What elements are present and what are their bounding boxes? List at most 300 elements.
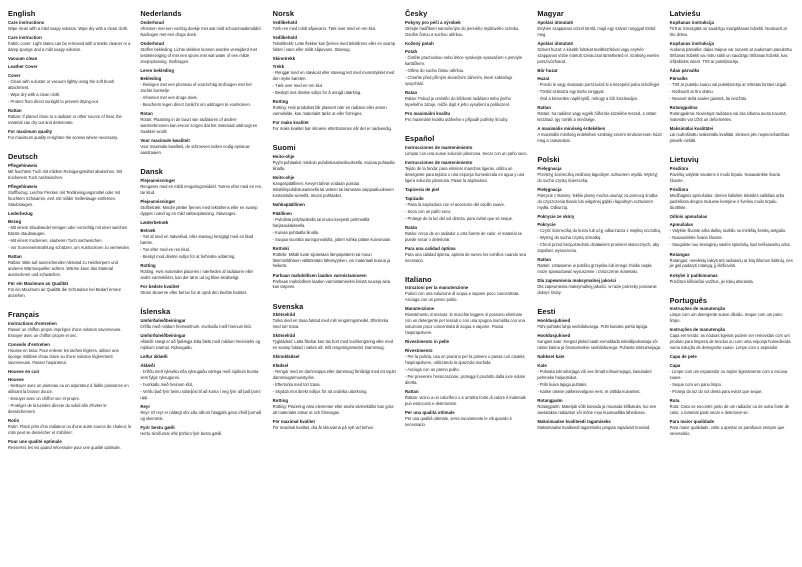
care-section	[8, 439, 132, 451]
language-column	[405, 10, 529, 563]
care-section	[8, 418, 132, 436]
care-text-line: Otírejte hadříkem namočeným do jemného mýdlového roztoku. Osušte čistou a suchou utěrkou.	[405, 25, 520, 37]
care-section-body	[537, 228, 661, 254]
care-section-heading: A maximális minőség érdekében	[537, 126, 606, 132]
language-title: Polski	[537, 155, 560, 165]
care-section-body	[405, 26, 529, 38]
care-text-line: - Seque com um pano limpo.	[669, 381, 722, 387]
care-section	[8, 20, 132, 32]
care-section	[405, 225, 529, 243]
care-section	[140, 111, 264, 135]
care-section	[140, 284, 264, 296]
care-section-heading: Maksimālai kvalitātei	[669, 126, 714, 132]
care-section	[537, 166, 661, 184]
care-section-body	[273, 369, 397, 395]
care-text-line: Rotangpalm: Materjali võib kuivada ja muutuda kõlbatuks, kui see asetatakse radiaatori või mõne muu kuumaallika lähedusse.	[537, 403, 657, 415]
care-section-heading: Umhirðuleiðbeiningar	[140, 333, 186, 339]
care-section-heading: Pārvalks	[669, 76, 688, 82]
care-text-line: Rota: Caso se encontre junto de um radiador ou de outra fonte de calor, o material pode secar e deteriorar-se.	[669, 403, 790, 415]
language-title: Português	[669, 295, 708, 305]
care-text-line: Fabric cover: Light stains can be removed with a textile cleaner or a damp sponge and a mild soapy solution.	[8, 40, 131, 52]
care-text-line: - Wytrzyj do sucha czystą szmatką.	[537, 235, 602, 241]
care-section-heading: For bedste kvalitet	[140, 284, 180, 290]
care-section-heading: Ratan	[405, 90, 418, 96]
care-section	[273, 35, 397, 53]
care-section-heading: Trekk	[272, 64, 285, 70]
language-block	[537, 308, 661, 433]
language-title: Suomi	[272, 143, 296, 153]
care-section-heading: Rotting	[272, 397, 289, 403]
care-text-line: - Mit einem Staubwedel reinigen oder vorsichtig mit einer weichen Bürste staubsaugen.	[8, 225, 128, 237]
care-section-body	[537, 193, 661, 211]
care-section-body	[537, 284, 661, 296]
care-section-body	[670, 228, 794, 248]
care-text-line: - Wipe dry with a clean cloth.	[8, 91, 61, 97]
care-section-heading: Housse en cuir	[8, 368, 40, 374]
language-block	[405, 10, 529, 126]
care-section-heading: Parhaan mahdollisen laadun varmistamiseen	[272, 272, 367, 278]
care-section-body	[8, 424, 132, 436]
care-section-heading: Kožený potah	[405, 40, 434, 46]
care-section-body	[140, 117, 264, 135]
care-section-heading: Leður áklæði	[140, 354, 168, 360]
care-section-heading: Pielęgnacja	[537, 166, 562, 172]
care-section-heading: Para una calidad óptima	[405, 245, 456, 251]
care-text-line: - Pühi kuiva lapiga puhtaks.	[537, 381, 588, 387]
care-text-line: Hertu skrúfurnar eftir þörfum fyrir bestu gæði.	[140, 430, 223, 436]
care-section-body	[537, 263, 661, 275]
care-section-body	[405, 151, 529, 157]
care-text-line: Rotangas: nereikėtų laikyti arti radiatorių ar kitų šilumos šaltinių, nes jie gali padaryti rotangą, jį išdžiovinti.	[669, 257, 793, 269]
care-section-body	[140, 324, 264, 330]
language-block	[670, 297, 794, 440]
care-section	[670, 68, 794, 73]
care-text-line: Wipe clean with a mild soapy solution. Wipe dry with a clean cloth.	[8, 25, 129, 31]
language-block	[670, 10, 794, 147]
care-text-line: - Tør efter med en ren klud.	[140, 247, 191, 253]
language-column	[8, 10, 132, 563]
care-text-line: - Čistěte prachovkou nebo lehce vysávejte vysavačem s jemným kartáčkem.	[405, 55, 523, 67]
care-text-line: - Otřete do sucha čistou utěrkou.	[405, 68, 465, 74]
care-section	[537, 333, 661, 351]
care-section	[273, 273, 397, 291]
language-block	[140, 10, 264, 159]
care-section-heading: Nahkset kate	[537, 354, 565, 360]
care-section	[273, 99, 397, 117]
care-section-heading: Pour une qualité optimale	[8, 439, 62, 445]
care-text-line: Passer un chiffon propre imprégné d'une solution savonneuse. Essuyer avec un chiffon propre et sec.	[8, 326, 122, 338]
care-section-heading: Rattan	[8, 254, 22, 260]
care-section-body	[8, 348, 132, 366]
care-section	[140, 363, 264, 401]
care-section-heading: Hooldusjuhised	[537, 333, 571, 339]
care-text-line: Afnemen met een vochtig doekje met wat mild schoonmaakmiddel. Nadrogen met een droge doek.	[140, 25, 262, 37]
care-section	[405, 49, 529, 87]
care-section-heading: Bezug	[8, 219, 22, 225]
care-section	[537, 76, 661, 102]
care-text-line: - Rengör med en dammvippa eller dammsug försiktigt med ett mjukt dammsugarmunstycke.	[272, 368, 396, 380]
care-section-body	[405, 231, 529, 243]
care-section	[8, 377, 132, 415]
care-section-heading: Onderhoud	[140, 19, 164, 25]
care-section-heading: För maximal kvalitet	[272, 418, 315, 424]
care-section-heading: Áklæði	[140, 362, 155, 368]
care-section	[405, 187, 529, 192]
care-text-line: Pulisci con una soluzione di acqua e sapone poco concentrata. Asciuga con un panno pulito.	[405, 291, 520, 303]
care-text-line: For maximum quality re-tighten the screws where necessary.	[8, 134, 119, 140]
care-text-line: Housse en tissu: Pour enlever les taches légères, utiliser une éponge imbibée d'eau claire ou d'une solution légèrement savonneuse. Passer l'aspirateur.	[8, 347, 119, 365]
care-text-line: - Poroló le vagy óvatosan porszívózd ki a közepéül puha szívófejjel.	[537, 82, 660, 88]
care-section	[405, 196, 529, 222]
language-block	[537, 156, 661, 299]
care-section-body	[670, 425, 794, 437]
care-text-line: - Czyść ściereczką do kurzu lub użyj odkurzacza z miękką szczotką.	[537, 228, 661, 234]
care-section	[670, 363, 794, 395]
care-section	[140, 404, 264, 422]
care-section-body	[273, 70, 397, 96]
care-section-heading: Instruções de manutenção	[669, 306, 726, 312]
care-section	[537, 278, 661, 296]
language-block	[405, 276, 529, 431]
care-section	[670, 187, 794, 211]
language-block	[8, 10, 132, 144]
care-section-body	[405, 96, 529, 108]
care-section	[8, 73, 132, 105]
care-text-line: - Essuyer avec un chiffon sec et propre.	[8, 396, 81, 402]
care-section	[537, 419, 661, 431]
care-text-line: Lai nodrošinātu maksimālu kvalitāti, skrūves pēc nepieciešamības pievelk ciešāk.	[669, 132, 790, 144]
care-section-body	[537, 26, 661, 38]
care-section-heading: Rivestimento	[405, 347, 433, 353]
care-section	[537, 187, 661, 211]
care-section-body	[8, 383, 132, 415]
care-section	[405, 410, 529, 428]
language-title: Italiano	[405, 274, 432, 284]
care-text-line: Für ein Maximum an Qualität die Schrauben bei Bedarf erneut anziehen.	[8, 287, 121, 298]
language-title: Magyar	[537, 9, 564, 18]
care-section-body	[405, 354, 529, 386]
care-section	[273, 246, 397, 270]
care-section-heading: Leren bekleding	[140, 67, 175, 73]
care-section-heading: Instruções de manutenção	[669, 327, 726, 333]
care-text-line: Rotangpalma: Novietojot radiatora vai cita siltuma avota tuvumā, materiāls var izžūt un deformēties.	[669, 111, 787, 123]
care-section-heading: Conseils d'entretien	[8, 341, 50, 347]
care-text-line: - Per la pulizia, usa un piumino per la polvere o passa con cautela l'aspirapolvere, utilizzando la spazzola morbida.	[405, 353, 525, 365]
care-section-body	[140, 410, 264, 422]
care-section	[8, 321, 132, 339]
care-section-body	[8, 190, 132, 208]
care-text-line: Kangast kate: Kerged plekid saab eemaldada tekstiilipuhastaja või niiske käsna ja õrnatoimelise seebilahusega. Puhasta tolmuimejaga.	[537, 339, 662, 351]
care-text-line: - Bescherm tegen direct zonlicht om uitdrogen te voorkomen.	[140, 102, 251, 108]
language-title: Français	[8, 310, 40, 320]
care-text-line: Reyr: Ef reyr er nálægt ofni eða öðrum hitagjafa getur efnið þornað og skemmst.	[140, 409, 262, 421]
language-column	[140, 10, 264, 563]
care-section-body	[670, 82, 794, 102]
care-section-body	[273, 404, 397, 416]
care-section-body	[670, 312, 794, 324]
care-text-line: Pühi puhtaks lahja seebilahusega. Pühi kuivaks puhta lapiga.	[537, 324, 649, 330]
care-section-heading: Para maior qualidade	[669, 418, 715, 424]
care-text-line: Parhaan mahdollisen laadun varmistamiseksi kiristä ruuveja aina kun tarpeen.	[272, 278, 391, 290]
care-section-body	[8, 260, 132, 278]
care-section-heading: Per una qualità ottimale	[405, 409, 455, 415]
care-section-body	[273, 105, 397, 117]
care-text-line: - Þrífðu með ryksviku eða ryksugaðu varlega með mjúkum bursta sem fylgir ryksugunni.	[140, 368, 259, 380]
care-section-body	[273, 425, 397, 431]
care-text-line: Paviršių valykite vandens ir muilo tirpalu. Nusausinkite švaria šluoste.	[669, 171, 781, 183]
care-section	[273, 202, 397, 207]
care-section-body	[273, 126, 397, 132]
language-block	[140, 168, 264, 299]
care-section-body	[273, 318, 397, 330]
care-section	[140, 228, 264, 260]
care-text-line: - Protege de la luz del sol directa, para evitar que se seque.	[405, 215, 514, 221]
care-section-heading: Apmušalas	[669, 222, 694, 228]
care-text-line: - Verðu það fyrir beinu sólarljósi til að koma í veg fyrir að það þorni upp.	[140, 388, 261, 400]
care-section-body	[405, 252, 529, 264]
care-section-body	[405, 416, 529, 428]
care-section-heading: Betræk	[140, 228, 156, 234]
care-section	[537, 354, 661, 359]
care-text-line: - Proteja da luz do sol direta para evitar que seque.	[669, 388, 763, 394]
care-text-line: - Valykite šluoste arba dulkių siurbliu su minkštų šerelių antgaliu.	[669, 228, 787, 234]
care-section	[140, 354, 264, 359]
care-text-line: Limpiar con una suave solución jabonosa. Secar con un paño seco.	[405, 151, 528, 156]
care-section-body	[405, 202, 529, 222]
care-section-body	[670, 111, 794, 123]
care-section-body	[537, 111, 661, 123]
care-section-body	[273, 217, 397, 243]
care-section-heading: Fyrir bestu gæði	[140, 424, 175, 430]
care-section-body	[140, 431, 264, 437]
care-section-heading: Rattan	[8, 107, 22, 113]
care-section-body	[140, 339, 264, 351]
language-title: Íslenska	[140, 307, 171, 317]
care-section	[140, 68, 264, 73]
care-text-line: Rottinki: Mikäli tuote sijoitetaan lämpöpatterin tai muun lämmönlähteen välittömään läheisyyteen, voi materiaali kuivua ja heiketä.	[272, 251, 391, 269]
care-section	[537, 126, 661, 144]
care-section-heading: Ápolási útmutató	[537, 40, 574, 46]
care-section-heading: Rotan	[140, 111, 153, 117]
care-text-line: Pokrycie z tkaniny: lekkie plamy można usunąć za pomocą środka do czyszczenia tkanin lub wilgotnej gąbki i łagodnym roztworem mydła. Odkurzaj.	[537, 192, 658, 210]
care-text-line: Rattan: Ustawienie w pobliżu grzejnika lub innego źródła ciepła może spowodować wysuszenie i zniszczenie materiału.	[537, 263, 652, 275]
care-section	[405, 348, 529, 386]
care-text-line: - Seca con un paño seco.	[405, 208, 452, 214]
care-text-line: - Rengjør med en støvkost eller støvsug lett med munnstykket med den myke børsten.	[272, 70, 395, 82]
care-section-body	[405, 55, 529, 87]
care-section-body	[273, 339, 397, 351]
care-section-body	[8, 114, 132, 126]
care-section-body	[140, 234, 264, 260]
care-text-line: Þrífðu með mildum hreinsiefnum. Þurrkaðu með hreinum klút.	[140, 324, 252, 330]
care-text-line: - Asciuga con un panno pulito.	[405, 366, 460, 372]
language-block	[140, 308, 264, 439]
care-section	[8, 219, 132, 251]
care-text-line: - Saugokite nuo tiesioginių saulės spindulių, kad neišsausėtų odos.	[669, 242, 791, 248]
care-section-body	[405, 291, 529, 303]
care-section	[8, 184, 132, 208]
care-text-line: - Vor Sonneneinstrahlung schützen, um Austrocknen zu vermeiden.	[8, 245, 131, 251]
care-section-heading: Nahkapäällinen	[272, 202, 305, 208]
care-text-line: Rattan: ha radiátor vagy egyéb hőforrás közelébe teszed, a rattan kiszárad, így romlik a minősége.	[537, 111, 657, 123]
care-section-body	[8, 287, 132, 299]
care-section-heading: Rotangpalm	[537, 397, 563, 403]
care-section-body	[670, 132, 794, 144]
care-section-body	[405, 117, 529, 123]
care-section-heading: Rotting	[272, 99, 289, 105]
care-section-body	[405, 395, 529, 407]
care-text-line: - Protect from direct sunlight to prevent drying-out.	[8, 98, 100, 104]
care-text-line: - Chraňte před přímým slunečním zářením, které zabraňuje vysychání.	[405, 75, 513, 87]
care-section-body	[670, 26, 794, 38]
care-text-line: Áklæði: Hægt er að fjarlægja létta bletti með mildum hreinsiefni og mjúkum svampi. Ryksugaðu.	[140, 339, 261, 351]
care-section-heading: Pokrycie ze skóry	[537, 213, 575, 219]
language-title: English	[8, 9, 36, 18]
care-section-body	[273, 252, 397, 270]
care-section-heading: Vacuum clean	[8, 55, 38, 61]
language-block	[273, 10, 397, 135]
language-title: Español	[405, 134, 435, 144]
care-section-heading: Capa de pele	[669, 354, 697, 360]
care-section	[273, 175, 397, 199]
care-text-line: Para una calidad óptima, aprieta de nuevo los tornillos cuando sea necesario.	[405, 251, 526, 263]
care-section-body	[8, 169, 132, 181]
care-section-heading: Dla zapewnienia maksymalnej jakości	[537, 278, 617, 284]
care-text-line: - Mit einem trockenen, sauberen Tuch nachwischen.	[8, 238, 103, 244]
care-text-line: - Nusausinkite švaria šluoste.	[669, 235, 723, 241]
care-section-heading: Reyr	[140, 403, 151, 409]
care-text-line: Voor maximale kwaliteit, de schroeven indien nodig opnieuw aandraaien.	[140, 144, 250, 155]
care-section	[537, 41, 661, 65]
care-section	[273, 154, 397, 172]
care-text-line: Stoffen bekleding: Lichte vlekken kunnen worden verwijderd met textielreiniging of met een spons met wat water of een milde zeepoplossing. Stofzuigen.	[140, 46, 257, 64]
care-section	[405, 90, 529, 108]
care-text-line: Priežiūra kilšviečiai varžtus, jei tokių atsiranda.	[669, 278, 754, 284]
care-section	[670, 166, 794, 184]
care-section-body	[8, 327, 132, 339]
care-section-heading: Vedlikehold	[272, 19, 298, 25]
care-text-line: Dla zapewnienia maksymalnej jakości, w razie potrzeby ponownie dokręć śruby.	[537, 284, 657, 296]
care-text-line: - Kaitse otsese päikesevalguse eest, et vältida kuivamist.	[537, 388, 641, 394]
care-section-body	[140, 184, 264, 196]
care-section-heading: Huzat	[537, 76, 550, 82]
language-title: Deutsch	[8, 151, 38, 161]
care-section	[140, 333, 264, 351]
language-title: Norsk	[272, 9, 295, 18]
care-section	[8, 211, 132, 216]
care-text-line: - Afnemen met een droge doek.	[140, 95, 198, 101]
care-text-line: - Protéger de la lumière directe du soleil afin d'éviter le dessèchement.	[8, 403, 107, 415]
care-section	[140, 318, 264, 330]
care-section-body	[8, 225, 132, 251]
care-section-heading: Kokybė ir patikimumas	[669, 272, 718, 278]
care-section-body	[670, 279, 794, 285]
care-section-body	[537, 369, 661, 395]
care-text-line: Tekstiltrekk: Lette flekker kan fjernes med tekstilrens eller en svamp fuktet i vann eller mildt såpevann. Støvsug.	[272, 40, 396, 52]
care-text-line: Torka med en trasa fuktad med milt rengöringsmedel. Eftertorka med torr trasa.	[272, 318, 389, 330]
care-section-heading: Voor maximale kwaliteit	[140, 138, 190, 144]
care-section	[8, 254, 132, 278]
care-text-line: Rattan: vicino a un calorifero o a un'altra fonte di calore il materiale può essiccarsi e deteriorarsi.	[405, 394, 526, 406]
care-section-heading: Odinis apmušalas	[669, 213, 708, 219]
care-section	[405, 41, 529, 46]
care-section-heading: Rottinki	[272, 245, 290, 251]
care-section	[537, 214, 661, 219]
language-block	[405, 135, 529, 266]
care-section	[405, 339, 529, 344]
care-text-line: - Puhdista pölyhuiskalla tai imuroi kevyesti pehmeällä harjasuulakkeella.	[272, 216, 370, 228]
care-section	[537, 20, 661, 38]
language-title: Svenska	[272, 301, 304, 311]
care-section-body	[273, 41, 397, 53]
care-section-heading: Skinnklädsel	[272, 354, 300, 360]
language-title: Nederlands	[140, 9, 182, 18]
care-section	[8, 108, 132, 126]
care-section-heading: Kopšanas instrukcija	[669, 40, 714, 46]
care-section-heading: Priežiūra	[669, 166, 689, 172]
care-text-line: - Per prevenire l'essiccazione, proteggi il prodotto dalla luce solare diretta.	[405, 373, 526, 385]
care-section	[273, 20, 397, 32]
care-text-line: Tygklädsel: Lätta fläckar kan tas bort med textilrengöring eller med en svamp fuktad i vatten alt. milt rengöringsmedel. Dammsug.	[272, 339, 394, 351]
care-section-heading: Housse	[8, 377, 24, 383]
care-section-heading: Instrucciones de mantenimiento	[405, 145, 473, 151]
care-section-heading: Rotangpalma	[669, 105, 698, 111]
language-title: Dansk	[140, 167, 164, 177]
care-section	[273, 64, 397, 96]
care-section	[537, 318, 661, 330]
language-block	[273, 144, 397, 293]
care-text-line: Kangaspäällinen: Kevyet tahrat voidaan poistaa tekstiilinpuhdistusaineella tai veteen tai laimeaan saippualiuokseen kostutetulla sienellä. Imuroi puhtaaksi.	[272, 181, 394, 198]
care-text-line: - Puhasta tolmuharjaga või vee õrnalt tolmuimejaga, kasutades pehmeke harjaotsikut.	[537, 368, 652, 380]
language-title: Česky	[405, 9, 428, 18]
care-section-heading: Rota	[669, 397, 680, 403]
care-section-body	[140, 269, 264, 281]
care-section-heading: Istruzioni per la manutenzione	[405, 285, 469, 291]
care-section-body	[670, 47, 794, 65]
care-text-line: Stram skruerne efter behov for at opnå den bedste kvalitet.	[140, 290, 248, 296]
care-section	[405, 285, 529, 303]
care-text-line: - Eftertorka med torr trasa.	[272, 381, 321, 387]
care-section	[537, 257, 661, 275]
language-column	[273, 10, 397, 563]
care-text-line: Stofbetræk: Mindre pletter fjernes med tekstilrens eller en svamp dyppet i vand og en mild sæbeopløsning. Støvsuges.	[140, 204, 258, 216]
care-section	[670, 398, 794, 416]
care-section	[405, 389, 529, 407]
care-text-line: - Beskytt mot direkte sollys for å unngå uttørking.	[272, 90, 362, 96]
care-section	[405, 246, 529, 264]
care-section-heading: Päällinen	[272, 210, 292, 216]
care-text-line: Rotting: Hvis materialet placeres i nærheden af radiatorer eller andre varmekilder, kan det tørre ud og blive skrøbeligt.	[140, 269, 254, 281]
care-text-line: - Óvd a közvetlen napfénytől, nehogy a bőr kiszáradjon.	[537, 96, 639, 102]
care-section	[670, 306, 794, 324]
care-section-heading: Rattan	[537, 257, 551, 263]
care-section-heading: Für ein Maximum an Qualität	[8, 281, 69, 287]
care-section-heading: Ápolási útmutató	[537, 19, 574, 25]
care-section-body	[273, 160, 397, 172]
care-section	[8, 163, 132, 181]
care-text-line: Maksimaalse kvaliteedi tagamiseks pinguta vajadusel kruvisid.	[537, 424, 651, 430]
care-text-line: Capa em tecido: as nódoas ligeiras podem ser removidas com um produto para limpeza de tecidos ou com uma esponja humedecida numa solução de detergente suave. Limpe com o aspirador.	[669, 333, 791, 351]
care-section	[140, 263, 264, 281]
care-section-heading: Plejeanvisninger	[140, 177, 176, 183]
care-section-heading: Rotin	[8, 418, 20, 424]
care-section-body	[140, 205, 264, 217]
language-block	[8, 153, 132, 302]
care-section-heading: Skötselråd	[272, 312, 296, 318]
care-section	[140, 20, 264, 38]
care-section-heading: Pokyny pro péči a výrobek	[405, 19, 461, 25]
care-section-heading: Skinntrekk	[272, 55, 296, 61]
